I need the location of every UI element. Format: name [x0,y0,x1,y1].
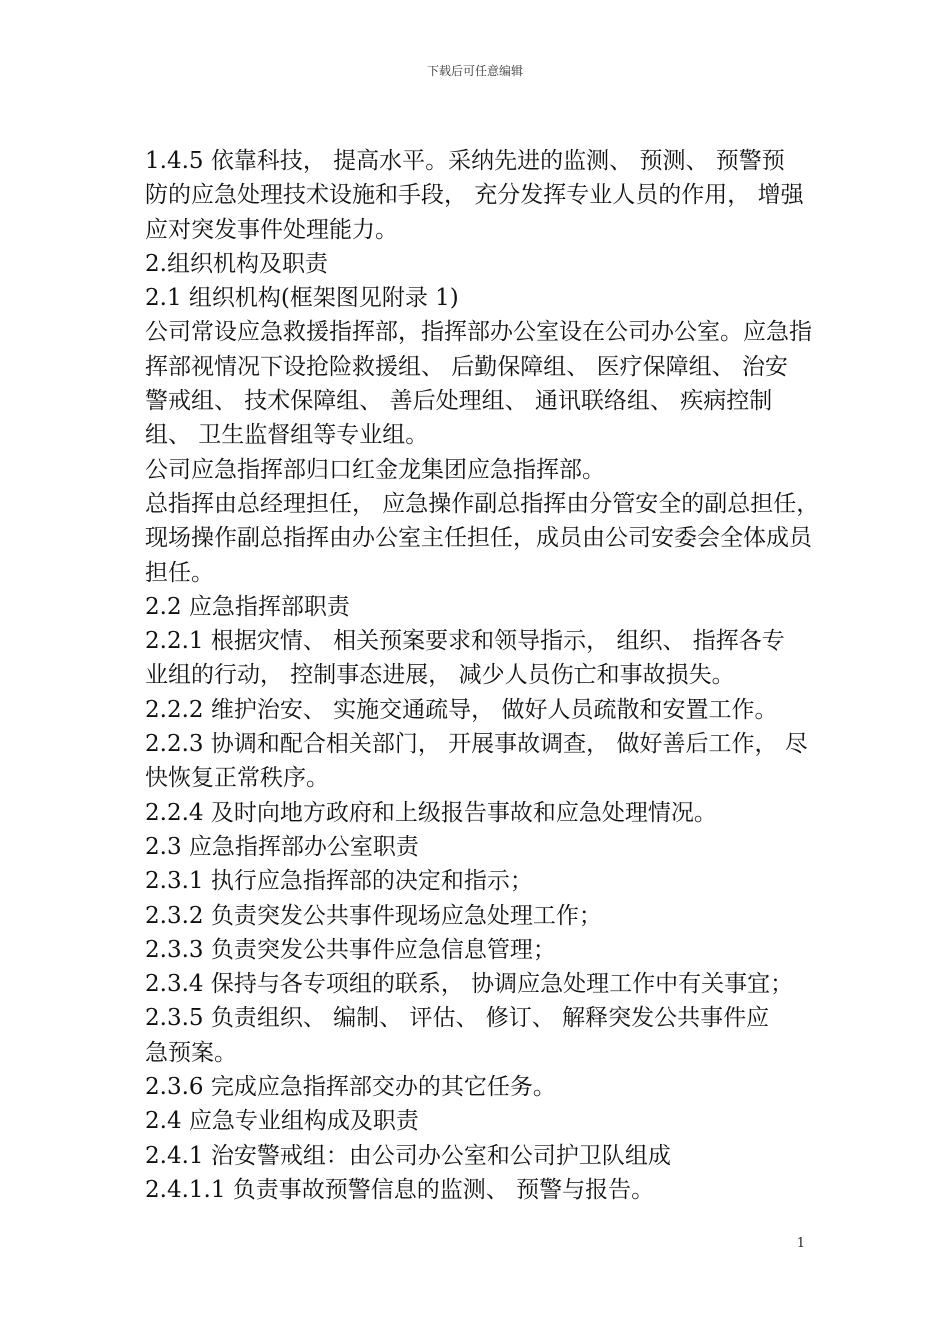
document-body [145,144,820,1207]
text-line: 2.3.6 完成应急指挥部交办的其它任务。 [145,1074,556,1101]
text-line: 公司应急指挥部归口红金龙集团应急指挥部。 [145,456,605,483]
text-line: 2.4.1.1 负责事故预警信息的监测、 预警与报告。 [145,1176,655,1203]
text-line: 1.4.5 依靠科技， 提高水平。采纳先进的监测、 预测、 预警预 [145,148,785,174]
page-number: 1 [796,1236,805,1251]
page-header: 下载后可任意编辑 [426,64,523,78]
text-line: 警戒组、 技术保障组、 善后处理组、 通讯联络组、 疾病控制 [145,388,773,415]
text-line: 2.2.2 维护治安、 实施交通疏导， 做好人员疏散和安置工作。 [145,696,778,723]
text-line: 2.2.1 根据灾情、 相关预案要求和领导指示， 组织、 指挥各专 [145,628,785,655]
text-line: 总指挥由总经理担任， 应急操作副总指挥由分管安全的副总担任， [145,490,820,517]
text-line: 2.3.4 保持与各专项组的联系， 协调应急处理工作中有关事宜； [145,971,794,998]
text-line: 组、 卫生监督组等专业组。 [145,422,429,449]
text-line: 2.3.3 负责突发公共事件应急信息管理； [145,936,556,963]
text-line: 现场操作副总指挥由办公室主任担任，成员由公司安委会全体成员 [145,525,812,552]
text-line: 2.1 组织机构(框架图见附录 1) [145,285,459,312]
text-line: 2.3.2 负责突发公共事件现场应急处理工作； [145,902,602,929]
text-line: 2.4 应急专业组构成及职责 [145,1108,419,1135]
text-line: 2.3 应急指挥部办公室职责 [145,833,419,860]
text-line: 应对突发事件处理能力。 [145,216,398,243]
text-line: 2.3.5 负责组织、 编制、 评估、 修订、 解释突发公共事件应 [145,1005,770,1032]
text-line: 公司常设应急救援指挥部，指挥部办公室设在公司办公室。应急指 [145,319,812,346]
text-line: 2.3.1 执行应急指挥部的决定和指示； [145,868,533,895]
text-line: 2.2 应急指挥部职责 [145,593,350,620]
text-line: 防的应急处理技术设施和手段， 充分发挥专业人员的作用， 增强 [145,182,804,209]
text-line: 担任。 [145,559,214,586]
text-line: 快恢复正常秩序。 [145,765,329,792]
text-line: 业组的行动， 控制事态进展， 减少人员伤亡和事故损失。 [145,662,735,689]
text-line: 2.4.1 治安警戒组：由公司办公室和公司护卫队组成 [145,1142,671,1169]
text-line: 2.组织机构及职责 [145,250,328,277]
text-line: 2.2.4 及时向地方政府和上级报告事故和应急处理情况。 [145,799,717,826]
text-line: 2.2.3 协调和配合相关部门， 开展事故调查， 做好善后工作， 尽 [145,731,808,758]
text-line: 挥部视情况下设抢险救援组、 后勤保障组、 医疗保障组、 治安 [145,353,788,380]
text-line: 急预案。 [145,1039,237,1066]
